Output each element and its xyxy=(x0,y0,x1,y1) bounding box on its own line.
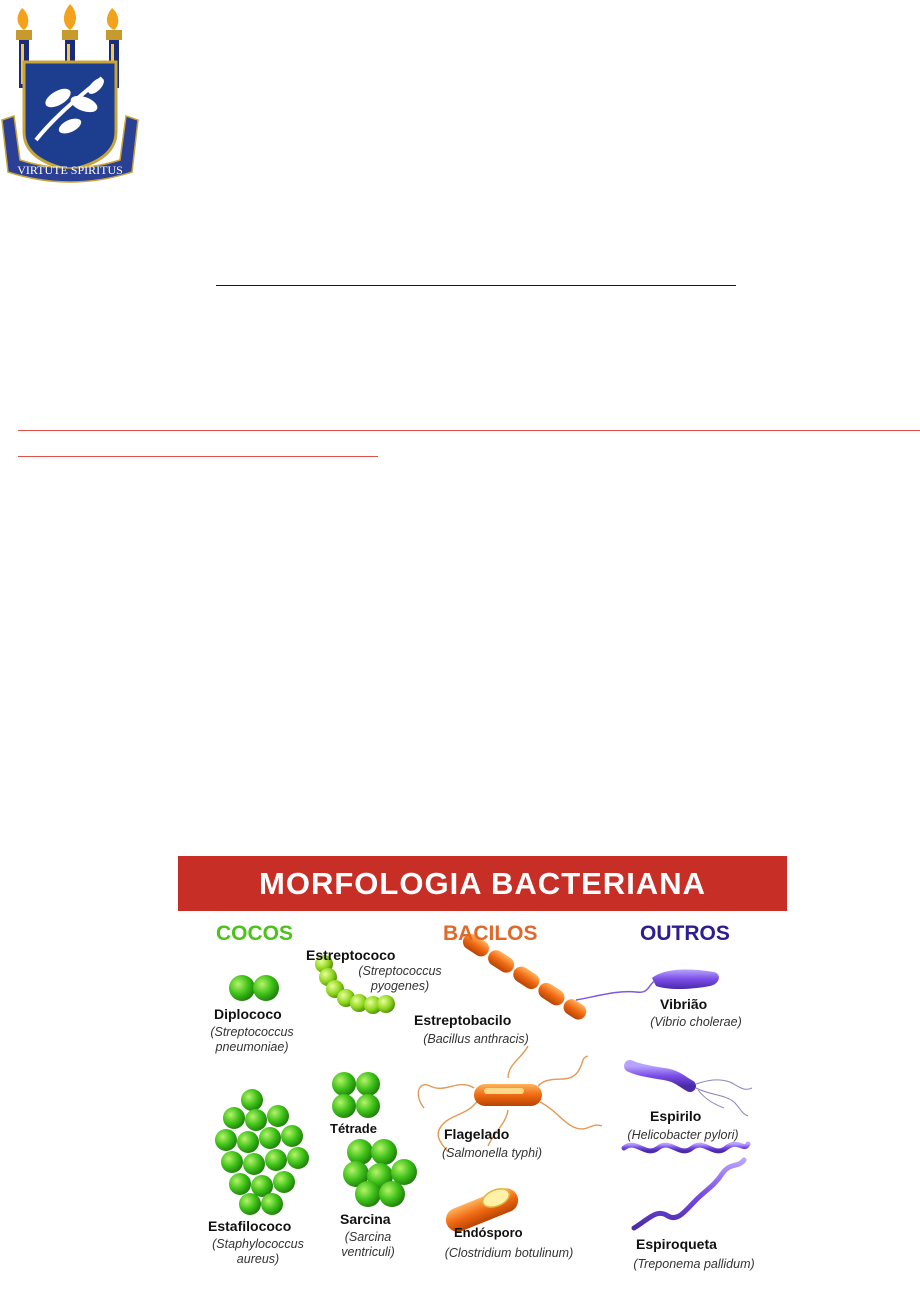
category-outros: OUTROS xyxy=(640,922,730,945)
figure-title: MORFOLOGIA BACTERIANA xyxy=(259,865,706,901)
label-endosporo: Endósporo xyxy=(454,1225,523,1240)
sarcina-illustration xyxy=(343,1139,417,1207)
tetrade-illustration xyxy=(332,1072,380,1118)
label-espiroqueta: Espiroqueta xyxy=(636,1236,717,1252)
species-espiroqueta: (Treponema pallidum) xyxy=(633,1257,755,1271)
red-underline-line-1 xyxy=(18,430,920,431)
label-estafilococo: Estafilococo xyxy=(208,1218,292,1234)
label-diplococo: Diplococo xyxy=(214,1006,282,1022)
label-tetrade: Tétrade xyxy=(330,1121,377,1136)
species-espirilo: (Helicobacter pylori) xyxy=(627,1128,739,1142)
title-banner xyxy=(178,856,787,911)
category-cocos: COCOS xyxy=(216,922,294,945)
species-vibriao: (Vibrio cholerae) xyxy=(650,1015,742,1029)
crest-motto: VIRTUTE SPIRITUS xyxy=(17,163,123,177)
title-underline xyxy=(216,285,736,286)
red-underline-line-2 xyxy=(18,456,378,457)
diplococo-illustration xyxy=(229,975,279,1001)
label-estreptobacilo: Estreptobacilo xyxy=(414,1012,512,1028)
university-crest-logo xyxy=(0,0,140,195)
label-sarcina: Sarcina xyxy=(340,1211,391,1227)
label-espirilo: Espirilo xyxy=(650,1108,702,1124)
label-vibriao: Vibrião xyxy=(660,996,708,1012)
bacterial-morphology-infographic xyxy=(178,856,787,1281)
espiroqueta-illustration xyxy=(624,1144,748,1228)
label-estreptococo: Estreptococo xyxy=(306,947,396,963)
species-flagelado: (Salmonella typhi) xyxy=(441,1146,543,1160)
species-estreptobacilo: (Bacillus anthracis) xyxy=(423,1032,529,1046)
category-bacilos: BACILOS xyxy=(443,922,538,945)
species-endosporo: (Clostridium botulinum) xyxy=(444,1246,574,1260)
label-flagelado: Flagelado xyxy=(444,1126,510,1142)
estafilococo-illustration xyxy=(215,1089,309,1215)
species-diplococo: (Streptococcus pneumoniae) xyxy=(210,1025,294,1054)
species-sarcina: (Sarcina ventriculi) xyxy=(341,1230,395,1259)
species-estreptococo: (Streptococcus pyogenes) xyxy=(358,964,442,993)
species-estafilococo: (Staphylococcus aureus) xyxy=(212,1237,304,1266)
